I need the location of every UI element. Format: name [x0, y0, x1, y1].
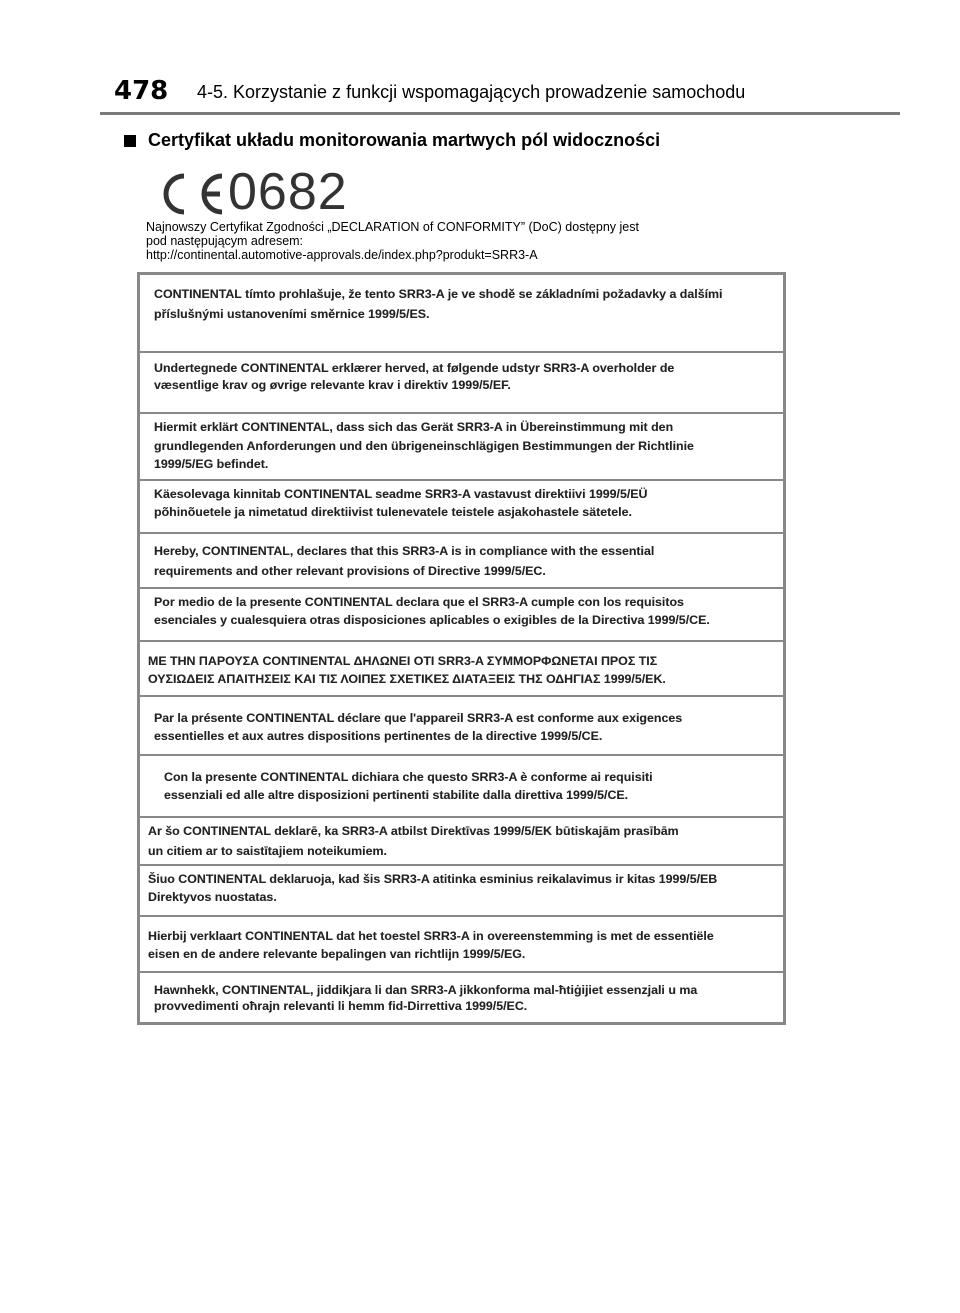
- square-bullet-icon: [124, 135, 136, 147]
- declaration-row-el: ΜΕ ΤΗΝ ΠΑΡΟΥΣΑ CONTINENTAL ΔΗΛΩΝΕΙ ΟΤΙ SRR3-A ΣΥΜΜΟΡΦΩΝΕΤΑΙ ΠΡΟΣ ΤΙΣ ΟΥΣΙΩΔΕΙΣ ΑΠΑΙΤΗΣΕΙΣ ΚΑΙ ΤΙΣ ΛΟΙΠΕΣ ΣΧΕΤΙΚΕΣ ΔΙΑΤΑΞΕΙΣ ΤΗΣ ΟΔΗΓΙΑΣ 1999/5/ΕΚ.: [140, 640, 783, 695]
- section-title: Certyfikat układu monitorowania martwych pól widoczności: [148, 130, 661, 150]
- page-number: 478: [114, 76, 169, 106]
- declaration-row-et: Käesolevaga kinnitab CONTINENTAL seadme SRR3-A vastavust direktiivi 1999/5/EÜ põhinõuetele ja nimetatud direktiivist tulenevatele teistele asjakohastele sätetele.: [140, 479, 783, 532]
- ce-mark-logo: [150, 163, 370, 221]
- doc-note-url: http://continental.automotive-approvals.de/index.php?produkt=SRR3-A: [146, 248, 538, 262]
- doc-note-line: pod następującym adresem:: [146, 234, 304, 248]
- declaration-table: [137, 272, 786, 1025]
- declaration-row-fr: Par la présente CONTINENTAL déclare que l'appareil SRR3-A est conforme aux exigences essentielles et aux autres dispositions pertinentes de la directive 1999/5/CE.: [140, 695, 783, 754]
- declaration-row-lt: Šiuo CONTINENTAL deklaruoja, kad šis SRR3-A atitinka esminius reikalavimus ir kitas 1999/5/EB Direktyvos nuostatas.: [140, 864, 783, 915]
- declaration-row-de: Hiermit erklärt CONTINENTAL, dass sich das Gerät SRR3-A in Übereinstimmung mit den grundlegenden Anforderungen und den übrigeneinschlägigen Bestimmungen der Richtlinie 1999/5/EG befindet.: [140, 412, 783, 479]
- doc-note-line: Najnowszy Certyfikat Zgodności „DECLARATION of CONFORMITY” (DoC) dostępny jest: [146, 220, 639, 234]
- chapter-title: 4-5. Korzystanie z funkcji wspomagających prowadzenie samochodu: [197, 82, 746, 102]
- declaration-row-mt: Hawnhekk, CONTINENTAL, jiddikjara li dan SRR3-A jikkonforma mal-ħtiġijiet essenzjali u ma provvedimenti oħrajn relevanti li hemm fid-Dirrettiva 1999/5/EC.: [140, 971, 783, 1022]
- ce-notified-body-number: 0682: [228, 163, 348, 221]
- declaration-row-da: Undertegnede CONTINENTAL erklærer herved, at følgende udstyr SRR3-A overholder de væsentlige krav og øvrige relevante krav i direktiv 1999/5/EF.: [140, 351, 783, 412]
- declaration-row-nl: Hierbij verklaart CONTINENTAL dat het toestel SRR3-A in overeenstemming is met de essentiële eisen en de andere relevante bepalingen van richtlijn 1999/5/EG.: [140, 915, 783, 971]
- header-divider: [100, 112, 900, 115]
- declaration-row-it: Con la presente CONTINENTAL dichiara che questo SRR3-A è conforme ai requisiti essenziali ed alle altre disposizioni pertinenti stabilite dalla direttiva 1999/5/CE.: [140, 754, 783, 816]
- ce-symbol-icon: [150, 170, 230, 218]
- declaration-row-lv: Ar šo CONTINENTAL deklarē, ka SRR3-A atbilst Direktīvas 1999/5/EK būtiskajām prasībām un citiem ar to saistītajiem noteikumiem.: [140, 816, 783, 864]
- page-header: [100, 72, 900, 112]
- doc-availability-note: [146, 220, 786, 262]
- declaration-row-es: Por medio de la presente CONTINENTAL declara que el SRR3-A cumple con los requisitos esenciales y cualesquiera otras disposiciones aplicables o exigibles de la Directiva 1999/5/CE.: [140, 587, 783, 640]
- declaration-row-cs: CONTINENTAL tímto prohlašuje, že tento SRR3-A je ve shodě se základními požadavky a dalšími příslušnými ustanoveními směrnice 1999/5/ES.: [154, 287, 723, 321]
- declaration-row-en: Hereby, CONTINENTAL, declares that this SRR3-A is in compliance with the essential requirements and other relevant provisions of Directive 1999/5/EC.: [140, 532, 783, 587]
- section-heading: [124, 130, 660, 151]
